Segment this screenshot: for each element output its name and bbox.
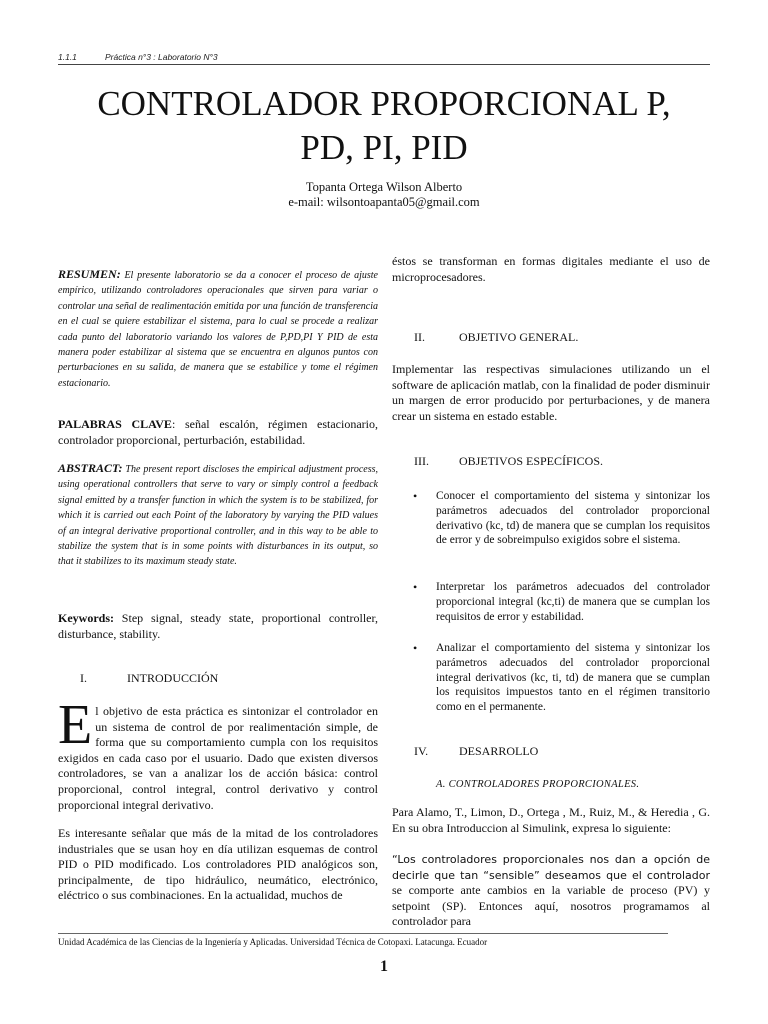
intro-text-2: Es interesante señalar que más de la mitad de los controladores industriales que se usan hoy en día utilizan esquemas de control PID o PID modificado. Los controladores PID analógicos son, principalmente, de tipo hidráulico, neumático, electrónico, eléctrico o sus combinaciones. En la actualidad, muchos de — [58, 826, 378, 903]
objetivo-general-text — [392, 362, 710, 424]
resumen-text: El presente laboratorio se da a conocer el proceso de ajuste empírico, utilizando controladores operacionales que sirven para variar o controlar una señal de realimentación emitida por una función de transferencia en el cual se quiere estabilizar el sistema, para lo cual se procede a realizar cada punto del laboratorio variando los valores de P,PD,PI Y PID de esta manera poder estabilizar al sistema que se encuentra en algunos puntos con perturbaciones en su salida, de manera que se estabilice y tome el régimen estacionario. — [58, 270, 378, 389]
paper-title — [58, 82, 710, 170]
objetivos-list — [392, 489, 710, 729]
intro-paragraph-1 — [58, 694, 378, 813]
section-heading-objetivos-especificos — [392, 454, 710, 470]
bullet-icon: • — [413, 580, 418, 594]
section-title: OBJETIVOS ESPECÍFICOS. — [459, 454, 604, 468]
section-title: INTRODUCCIÓN — [127, 671, 219, 685]
intro-continuation-text: éstos se transforman en formas digitales mediante el uso de microprocesadores. — [392, 254, 710, 284]
list-item-text: Conocer el comportamiento del sistema y sintonizar los parámetros adecuados del controlador proporcional derivativo (kc, td) de manera que se cumplan los requisitos de error y de sobreimpulso exigidos sobre el sistema. — [436, 490, 710, 547]
section-number: IV. — [414, 744, 429, 758]
abstract-label: ABSTRACT: — [58, 461, 123, 475]
subsection-heading — [436, 779, 710, 790]
quote-text: “Los controladores proporcionales nos dan a opción de decirle que tan “sensible” deseamos que el controlador — [392, 853, 710, 882]
section-number: I. — [80, 671, 87, 685]
subsection-title: A. CONTROLADORES PROPORCIONALES. — [436, 779, 640, 790]
abstract-text: The present report discloses the empirical adjustment process, using operational controllers that serve to vary or simply control a feedback signal emitted by a transfer function in which the system is to be stabilized, for which it is carried out each Point of the laboratory by varying the PID values of an integral derivative proportional controller, and in this way to be able to stabilize the system that is in some points with disturbances in its output, so that it stabilizes to its maximum steady state. — [58, 464, 378, 568]
intro-paragraph-2 — [58, 826, 378, 904]
author-email: e-mail: wilsontoapanta05@gmail.com — [288, 195, 480, 209]
keywords-label: Keywords: — [58, 611, 114, 625]
title-line-2: PD, PI, PID — [300, 128, 468, 167]
author-name: Topanta Ortega Wilson Alberto — [305, 180, 463, 194]
header-lab-title: Práctica n°3 : Laboratorio N°3 — [105, 52, 218, 62]
section-heading-objetivo-general — [392, 330, 710, 346]
header-section-number: 1.1.1 — [58, 52, 77, 62]
abstract-block — [58, 461, 378, 570]
list-item-text: Interpretar los parámetros adecuados del controlador proporcional integral (kc,ti) de manera que se cumplan los requisitos de error y estabilidad. — [436, 581, 710, 623]
quote-paragraph — [392, 852, 710, 930]
keywords-block — [58, 611, 378, 642]
bullet-icon: • — [413, 641, 418, 655]
section-title: OBJETIVO GENERAL. — [459, 330, 579, 344]
desarrollo-paragraph — [392, 805, 710, 836]
palabras-clave-block — [58, 417, 378, 448]
palabras-clave-label: PALABRAS CLAVE — [58, 417, 172, 431]
intro-continuation — [392, 254, 710, 285]
section-heading-desarrollo — [392, 744, 710, 760]
intro-text-1: l objetivo de esta práctica es sintonizar el controlador en un sistema de control de por realimentación simple, de forma que su comportamiento cumpla con los requisitos exigidos en cada caso por el usuario. Dado que existen diversos controladores, se van a analizar los de acción básica: control proporcional, control integral, control derivativo y control proporcional integral derivativo. — [58, 704, 378, 812]
bullet-icon: • — [413, 489, 418, 503]
section-number: III. — [414, 454, 429, 468]
author-block — [58, 180, 710, 210]
resumen-block — [58, 267, 378, 391]
desarrollo-text: Para Alamo, T., Limon, D., Ortega , M., Ruiz, M., & Heredia , G. En su obra Introduccion al Simulink, expresa lo siguiente: — [392, 805, 710, 835]
quote-continuation: se comporte ante cambios en la variable de proceso (PV) y setpoint (SP). Entonces aquí, nosotros programamos al controlador para — [392, 883, 710, 929]
drop-cap: E — [58, 694, 93, 756]
objetivo-general-paragraph: Implementar las respectivas simulaciones utilizando un el software de aplicación matlab, con la finalidad de poder disminuir un margen de error producido por perturbaciones, y de manera crear un sistema en estado estable. — [392, 362, 710, 423]
section-number: II. — [414, 330, 425, 344]
list-item-text: Analizar el comportamiento del sistema y sintonizar los parámetros adecuados del controlador proporcional integral derivativos (kc, ti, td) de manera que se cumplan los requisitos impuestos tanto en el régimen transitorio como en el permanente. — [436, 642, 710, 714]
section-title: DESARROLLO — [459, 744, 539, 758]
resumen-label: RESUMEN: — [58, 267, 121, 281]
footer-affiliation: Unidad Académica de las Ciencias de la Ingeniería y Aplicadas. Universidad Técnica de Cotopaxi. Latacunga. Ecuador — [58, 937, 488, 947]
page-number: 1 — [380, 958, 388, 975]
palabras-clave-text: : señal escalón, régimen estacionario, controlador proporcional, perturbación, estabilidad. — [58, 417, 379, 447]
title-line-1: CONTROLADOR PROPORCIONAL P, — [97, 84, 671, 123]
section-heading-introduccion — [58, 671, 378, 687]
header-rule — [58, 64, 710, 65]
footer-rule — [58, 933, 668, 934]
keywords-text: Step signal, steady state, proportional controller, disturbance, stability. — [58, 611, 378, 641]
